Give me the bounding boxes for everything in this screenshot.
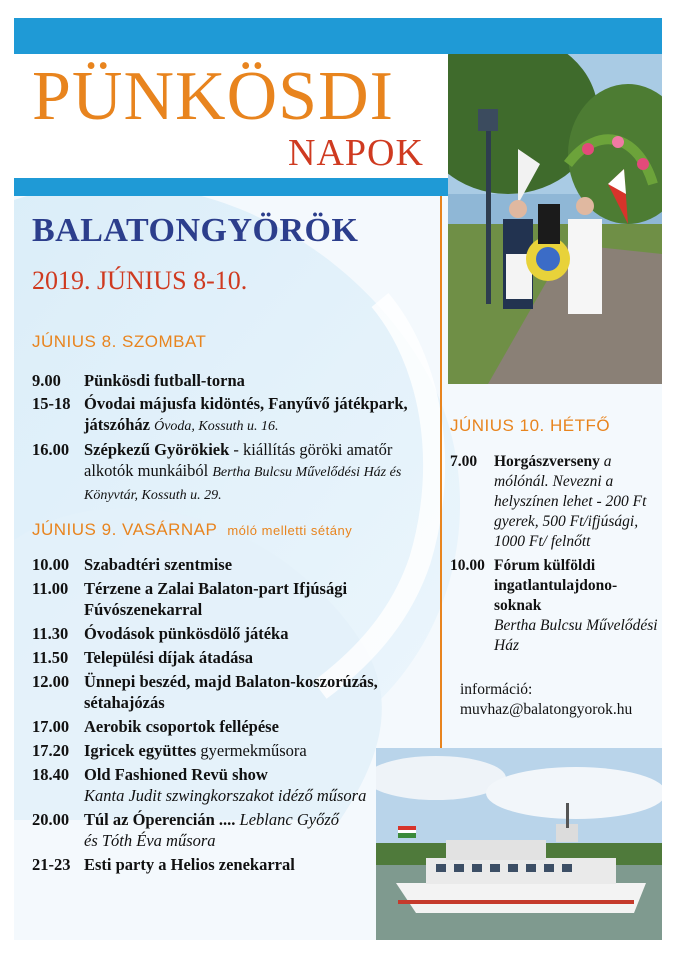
- schedule-title: Szabadtéri szentmise: [84, 555, 233, 574]
- title-napok: NAPOK: [288, 132, 424, 174]
- schedule-note: Kanta Judit szwingkorszakot idéző műsora: [84, 786, 367, 805]
- schedule-time: 10.00: [450, 557, 485, 574]
- schedule-title: Pünkösdi futball-torna: [84, 371, 245, 390]
- boat-photo: [376, 748, 662, 940]
- schedule-title: Aerobik csoportok fellépése: [84, 717, 279, 736]
- day2-heading-text: JÚNIUS 9. VASÁRNAP: [32, 520, 218, 539]
- schedule-row: [32, 716, 442, 737]
- schedule-text: gyermekműsora: [196, 741, 307, 760]
- schedule-title: Old Fashioned Revü show: [84, 765, 268, 784]
- schedule-time: 12.00: [32, 672, 70, 691]
- schedule-desc: [494, 556, 662, 656]
- schedule-time: 11.50: [32, 648, 69, 667]
- info-label: információ:: [460, 681, 533, 698]
- schedule-location: Bertha Bulcsu Művelődési Ház: [494, 617, 658, 654]
- schedule-time: 11.30: [32, 624, 69, 643]
- schedule-title: Szépkezű Györökiek: [84, 440, 230, 459]
- schedule-title: Fórum külföldi ingatlantulajdono-soknak: [494, 557, 618, 614]
- day1-heading-text: JÚNIUS 8. SZOMBAT: [32, 332, 207, 351]
- orange-divider-line: [440, 196, 442, 748]
- schedule-desc: [84, 370, 432, 391]
- title-punkosdi: PÜNKÖSDI: [32, 58, 394, 135]
- schedule-title: Térzene a Zalai Balaton-part Ifjúsági Fúvószenekarral: [84, 579, 348, 619]
- schedule-row: [450, 452, 662, 552]
- schedule-title: Óvodások pünkösdölő játéka: [84, 624, 289, 643]
- event-date: 2019. JÚNIUS 8-10.: [32, 266, 248, 295]
- schedule-row: [32, 809, 352, 851]
- day3-heading: [450, 416, 610, 436]
- schedule-desc: [494, 452, 662, 552]
- day2-subheading: móló melletti sétány: [227, 523, 353, 538]
- schedule-time: 21-23: [32, 855, 71, 874]
- schedule-time: 20.00: [32, 810, 70, 829]
- day2-heading: [32, 520, 352, 540]
- schedule-time: 17.20: [32, 741, 70, 760]
- schedule-title: Települési díjak átadása: [84, 648, 254, 667]
- day1-schedule: [32, 370, 432, 506]
- schedule-title: Ünnepi beszéd, majd Balaton-koszorúzás, sétahajózás: [84, 672, 378, 712]
- day1-heading: [32, 332, 206, 352]
- schedule-row: [32, 623, 442, 644]
- schedule-row: [450, 556, 662, 656]
- schedule-row: [32, 578, 442, 620]
- schedule-desc: [84, 716, 442, 737]
- schedule-note: a mólónál. Nevezni a helyszínen lehet - 200 Ft gyerek, 500 Ft/ifjúsági, 1000 Ft/ felnőtt: [494, 453, 647, 550]
- schedule-title: Esti party a Helios zenekarral: [84, 855, 295, 874]
- schedule-time: 15-18: [32, 394, 71, 413]
- schedule-desc: [84, 554, 442, 575]
- schedule-desc: [84, 809, 352, 851]
- schedule-row: [32, 393, 432, 437]
- info-email: muvhaz@balatongyorok.hu: [460, 701, 633, 718]
- schedule-row: [32, 439, 432, 506]
- schedule-time: 9.00: [32, 371, 61, 390]
- schedule-title: Túl az Óperencián ....: [84, 810, 236, 829]
- schedule-title: Óvodai májusfa kidöntés, Fanyűvő játékpark, játszóház: [84, 394, 408, 434]
- schedule-row: [32, 671, 442, 713]
- schedule-time: 11.00: [32, 579, 69, 598]
- schedule-desc: [84, 623, 442, 644]
- schedule-time: 7.00: [450, 453, 478, 470]
- procession-photo: [448, 54, 662, 384]
- schedule-desc: [84, 671, 442, 713]
- top-blue-bar: [14, 18, 662, 54]
- day3-heading-text: JÚNIUS 10. HÉTFŐ: [450, 416, 611, 435]
- header-blue-bar: [14, 178, 448, 196]
- schedule-row: [32, 647, 442, 668]
- schedule-location: Óvoda, Kossuth u. 16.: [154, 419, 279, 434]
- schedule-time: 16.00: [32, 440, 70, 459]
- info-block: [460, 680, 632, 720]
- schedule-text: - kiállítás göröki amatőr alkotók munkáiból: [84, 440, 393, 480]
- day3-schedule: [450, 452, 662, 656]
- place-name: BALATONGYÖRÖK: [32, 212, 359, 249]
- schedule-title: Horgászverseny: [494, 453, 600, 470]
- schedule-time: 10.00: [32, 555, 70, 574]
- schedule-desc: [84, 439, 432, 506]
- schedule-note: Leblanc Győző és Tóth Éva műsora: [84, 810, 339, 850]
- schedule-time: 17.00: [32, 717, 70, 736]
- schedule-desc: [84, 393, 432, 437]
- schedule-title: Igricek együttes: [84, 741, 197, 760]
- schedule-desc: [84, 647, 442, 668]
- schedule-time: 18.40: [32, 765, 70, 784]
- schedule-row: [32, 554, 442, 575]
- schedule-row: [32, 370, 432, 391]
- schedule-desc: [84, 578, 442, 620]
- schedule-location: Bertha Bulcsu Művelődési Ház és Könyvtár, Kossuth u. 29.: [84, 465, 402, 503]
